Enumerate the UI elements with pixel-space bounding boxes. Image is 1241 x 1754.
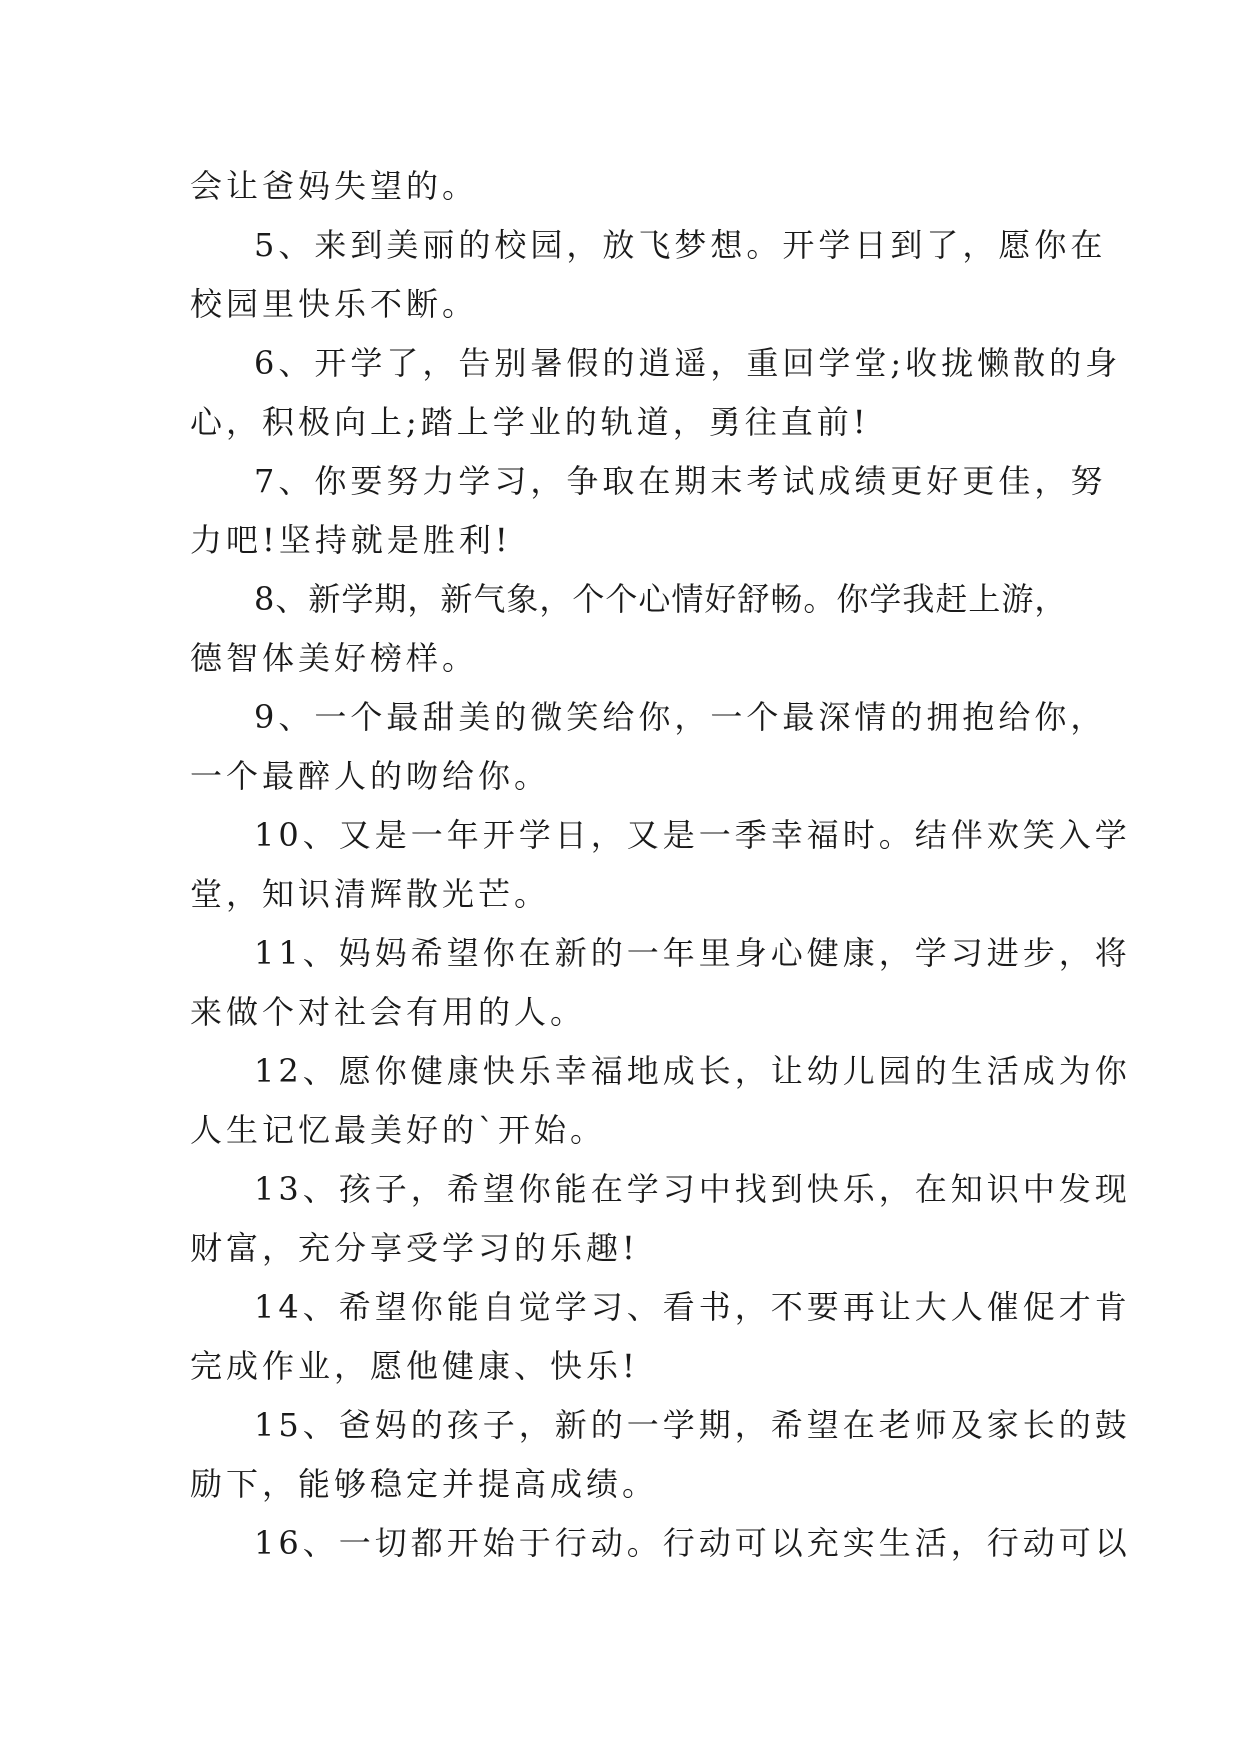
list-item-8-line-2: 德智体美好榜样。 [190, 639, 479, 677]
text-line: 会让爸妈失望的。 [190, 167, 479, 205]
list-item-12-line-2: 人生记忆最美好的`开始。 [190, 1111, 607, 1149]
list-item-14-line-2: 完成作业，愿他健康、快乐! [190, 1347, 639, 1385]
list-item-7-line-2: 力吧!坚持就是胜利! [190, 521, 512, 559]
list-item-5-line-2: 校园里快乐不断。 [190, 285, 479, 323]
list-item-11-line-2: 来做个对社会有用的人。 [190, 993, 587, 1031]
list-item-16-line-1: 16、一切都开始于行动。行动可以充实生活，行动可以 [254, 1524, 1131, 1562]
list-item-10-line-1: 10、又是一年开学日，又是一季幸福时。结伴欢笑入学 [254, 816, 1131, 854]
list-item-6-line-1: 6、开学了，告别暑假的逍遥，重回学堂;收拢懒散的身 [254, 344, 1122, 382]
list-item-12-line-1: 12、愿你健康快乐幸福地成长，让幼儿园的生活成为你 [254, 1052, 1131, 1090]
list-item-13-line-1: 13、孩子，希望你能在学习中找到快乐，在知识中发现 [254, 1170, 1131, 1208]
list-item-9-line-2: 一个最醉人的吻给你。 [190, 757, 551, 795]
list-item-11-line-1: 11、妈妈希望你在新的一年里身心健康，学习进步，将 [254, 934, 1131, 972]
list-item-9-line-1: 9、一个最甜美的微笑给你，一个最深情的拥抱给你， [254, 698, 1107, 736]
list-item-15-line-1: 15、爸妈的孩子，新的一学期，希望在老师及家长的鼓 [254, 1406, 1131, 1444]
list-item-7-line-1: 7、你要努力学习，争取在期末考试成绩更好更佳，努 [254, 462, 1107, 500]
list-item-10-line-2: 堂，知识清辉散光芒。 [190, 875, 551, 913]
list-item-8-line-1: 8、新学期，新气象，个个心情好舒畅。你学我赶上游， [254, 580, 1068, 618]
list-item-14-line-1: 14、希望你能自觉学习、看书，不要再让大人催促才肯 [254, 1288, 1131, 1326]
list-item-6-line-2: 心，积极向上;踏上学业的轨道，勇往直前! [190, 403, 870, 441]
document-body [190, 157, 1131, 1573]
list-item-13-line-2: 财富，充分享受学习的乐趣! [190, 1229, 639, 1267]
list-item-15-line-2: 励下，能够稳定并提高成绩。 [190, 1465, 659, 1503]
list-item-5-line-1: 5、来到美丽的校园，放飞梦想。开学日到了，愿你在 [254, 226, 1107, 264]
